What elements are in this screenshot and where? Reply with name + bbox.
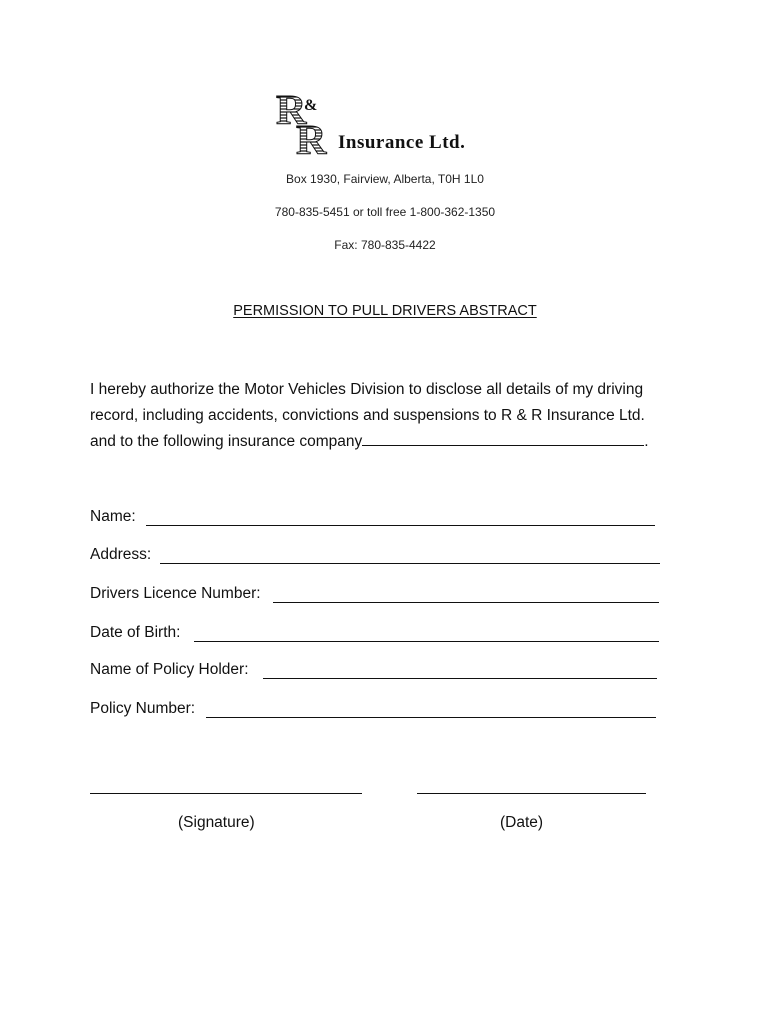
company-phone: 780-835-5451 or toll free 1-800-362-1350 [274, 205, 496, 219]
policy-number-field-line[interactable] [206, 717, 656, 718]
company-fax: Fax: 780-835-4422 [334, 238, 436, 252]
date-label: (Date) [500, 814, 544, 831]
company-address: Box 1930, Fairview, Alberta, T0H 1L0 [286, 172, 484, 186]
authorization-line-2: record, including accidents, convictions and suspensions to R & R Insurance Ltd. [90, 407, 645, 424]
drivers-licence-field-line[interactable] [273, 602, 659, 603]
date-of-birth-field [90, 624, 180, 642]
authorization-line-3-end: . [644, 433, 649, 450]
authorization-line-3-text: and to the following insurance company [90, 433, 363, 450]
svg-text:R: R [296, 118, 327, 158]
address-field-label: Address: [90, 546, 152, 563]
date-line[interactable] [417, 793, 646, 794]
policy-number-field [90, 700, 195, 718]
logo-wordmark: Insurance Ltd. [338, 132, 466, 153]
company-logo [276, 90, 506, 158]
authorization-line-1: I hereby authorize the Motor Vehicles Division to disclose all details of my driving [90, 381, 644, 398]
form-title-text: PERMISSION TO PULL DRIVERS ABSTRACT [233, 303, 537, 319]
policy-holder-field-line[interactable] [263, 678, 657, 679]
date-of-birth-field-label: Date of Birth: [90, 624, 181, 641]
signature-line[interactable] [90, 793, 362, 794]
drivers-licence-field-label: Drivers Licence Number: [90, 585, 261, 602]
authorization-paragraph [90, 377, 690, 455]
name-field-line[interactable] [146, 525, 655, 526]
signature-label: (Signature) [178, 814, 255, 831]
address-field [90, 546, 151, 564]
form-title [0, 303, 770, 319]
policy-number-field-label: Policy Number: [90, 700, 196, 717]
svg-text:&: & [304, 97, 318, 114]
svg-text:R: R [276, 90, 307, 134]
policy-holder-field [90, 661, 249, 679]
name-field [90, 508, 136, 526]
address-field-line[interactable] [160, 563, 660, 564]
authorization-line-3 [90, 429, 690, 455]
date-of-birth-field-line[interactable] [194, 641, 659, 642]
drivers-licence-field [90, 585, 261, 603]
name-field-label: Name: [90, 508, 136, 525]
insurance-company-blank[interactable] [362, 431, 644, 446]
policy-holder-field-label: Name of Policy Holder: [90, 661, 249, 678]
rr-monogram-icon [276, 90, 346, 158]
